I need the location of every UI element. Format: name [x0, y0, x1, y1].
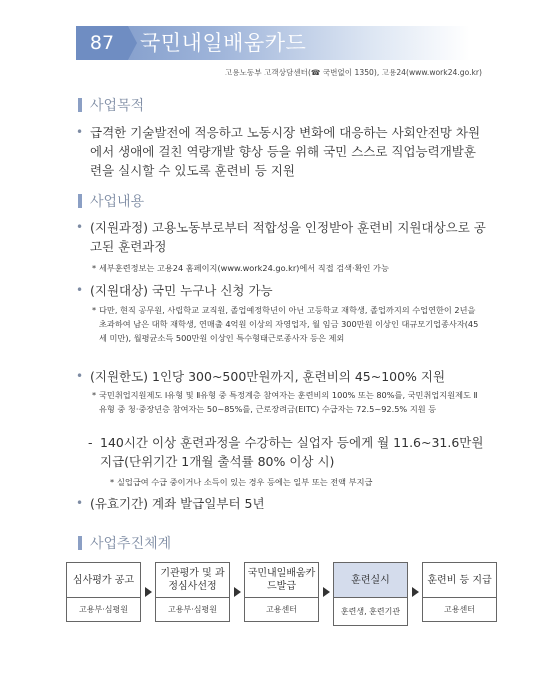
- content-note-3: [92, 388, 484, 416]
- content-item-1: [76, 218, 486, 256]
- asterisk-icon: *: [92, 263, 97, 273]
- page-title: 국민내일배움카드: [140, 31, 307, 55]
- contact-info: 고용노동부 고객상담센터(☎ 국번없이 1350), 고용24(www.work24.go.kr): [224, 68, 482, 77]
- section-bar-icon: [78, 536, 82, 550]
- process-step-5-agency: 고용센터: [422, 598, 497, 622]
- section-number: 87: [76, 26, 128, 60]
- content-note-4-text: 실업급여 수급 중이거나 소득이 있는 경우 등에는 일부 또는 전액 부지급: [117, 477, 373, 487]
- section-process-title: 사업추진체계: [90, 536, 172, 552]
- asterisk-icon: *: [110, 477, 115, 487]
- section-bar-icon: [78, 194, 82, 208]
- section-purpose-title: 사업목적: [90, 98, 145, 114]
- asterisk-icon: *: [92, 305, 97, 315]
- content-note-1-text: 세부훈련정보는 고용24 홈페이지(www.work24.go.kr)에서 직접 검색·확인 가능: [99, 263, 389, 273]
- content-dash-1: [88, 433, 486, 471]
- section-content-title: 사업내용: [90, 194, 145, 210]
- arrow-right-icon: [412, 587, 419, 597]
- section-purpose-heading: [78, 97, 144, 113]
- content-note-4: [110, 475, 486, 489]
- process-step-5: 훈련비 등 지급: [422, 562, 497, 598]
- content-note-2: [92, 303, 484, 345]
- content-dash-1-text: 140시간 이상 훈련과정을 수강하는 실업자 등에게 월 11.6~31.6만원 지급(단위기간 1개월 출석률 80% 이상 시): [100, 435, 484, 469]
- purpose-paragraph: [76, 123, 486, 180]
- content-item-2-text: (지원대상) 국민 누구나 신청 가능: [90, 283, 273, 298]
- section-bar-icon: [78, 98, 82, 112]
- process-step-2: 기관평가 및 과정심사선정: [155, 562, 230, 598]
- bullet-icon: •: [76, 220, 84, 234]
- bullet-icon: •: [76, 125, 84, 139]
- content-item-2: [76, 281, 486, 300]
- arrow-right-icon: [234, 587, 241, 597]
- content-item-3: [76, 367, 486, 386]
- dash-icon: -: [88, 435, 93, 450]
- process-step-4-agency: 훈련생, 훈련기관: [333, 598, 408, 626]
- bullet-icon: •: [76, 496, 84, 510]
- content-item-4: [76, 494, 486, 513]
- bullet-icon: •: [76, 369, 84, 383]
- process-step-3: 국민내일배움카드발급: [244, 562, 319, 598]
- section-process-heading: [78, 535, 171, 551]
- header-arrow-shape: [128, 26, 137, 60]
- arrow-right-icon: [145, 587, 152, 597]
- bullet-icon: •: [76, 283, 84, 297]
- process-step-4: 훈련실시: [333, 562, 408, 598]
- content-item-1-text: (지원과정) 고용노동부로부터 적합성을 인정받아 훈련비 지원대상으로 공고된 훈련과정: [90, 220, 486, 254]
- process-step-3-agency: 고용센터: [244, 598, 319, 622]
- purpose-text: 급격한 기술발전에 적응하고 노동시장 변화에 대응하는 사회안전망 차원에서 생애에 걸친 역량개발 향상 등을 위해 국민 스스로 직업능력개발훈련을 실시할 수 있도록 훈련비 등 지원: [90, 125, 481, 178]
- process-step-2-agency: 고용부·심평원: [155, 598, 230, 622]
- content-note-2-text: 다만, 현직 공무원, 사립학교 교직원, 졸업예정학년이 아닌 고등학교 재학생, 졸업까지의 수업연한이 2년을 초과하여 남은 대학 재학생, 연매출 4억원 이상의 자영업자, 월 임금 300만원 이상인 대규모기업종사자(45세 미만), 월평균소득 500만원 이상인 특수형태근로종사자 등은 제외: [99, 305, 479, 343]
- content-note-3-text: 국민취업지원제도 Ⅰ유형 및 Ⅱ유형 중 특정계층 참여자는 훈련비의 100% 또는 80%를, 국민취업지원제도 Ⅱ유형 중 청·중장년층 참여자는 50~85%를, 근로장려금(EITC) 수급자는 72.5~92.5% 지원 등: [99, 390, 478, 414]
- content-item-3-text: (지원한도) 1인당 300~500만원까지, 훈련비의 45~100% 지원: [90, 369, 446, 384]
- content-note-1: [92, 261, 484, 275]
- arrow-right-icon: [323, 587, 330, 597]
- process-step-1-agency: 고용부·심평원: [66, 598, 141, 622]
- asterisk-icon: *: [92, 390, 97, 400]
- process-step-1: 심사평가 공고: [66, 562, 141, 598]
- section-content-heading: [78, 193, 144, 209]
- content-item-4-text: (유효기간) 계좌 발급일부터 5년: [90, 496, 265, 511]
